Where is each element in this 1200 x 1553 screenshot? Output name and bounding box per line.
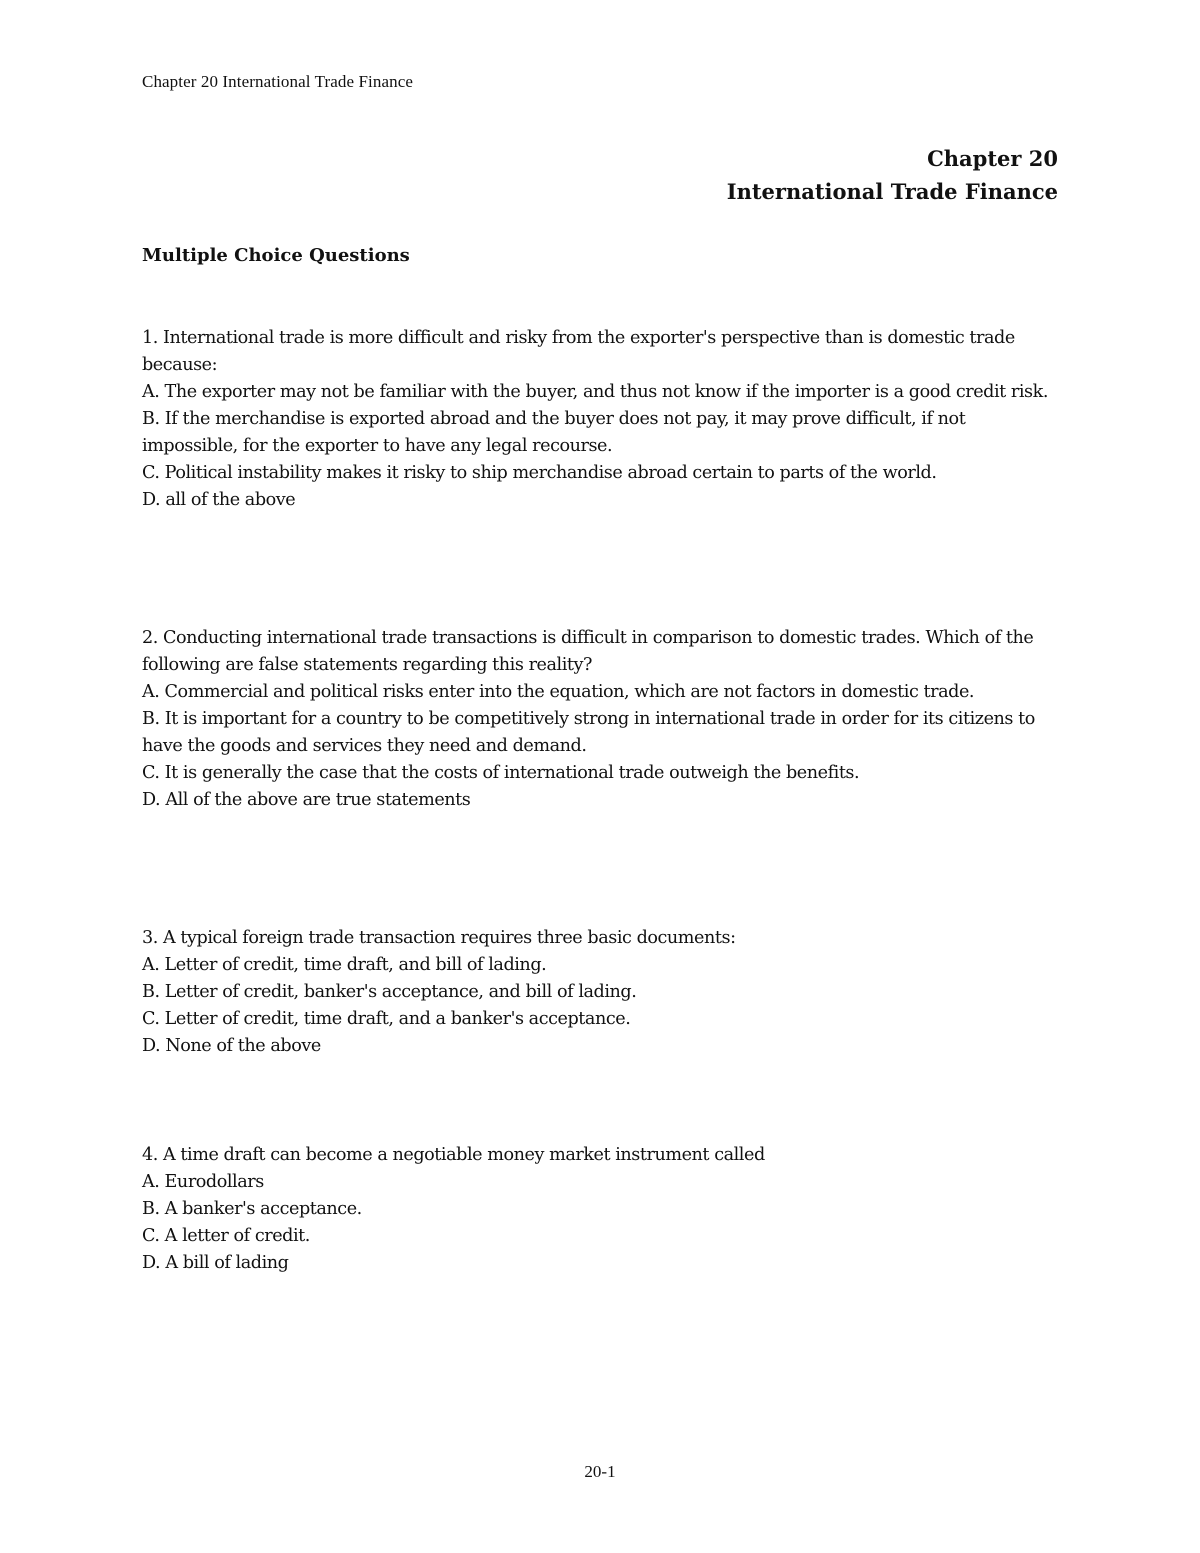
question-stem: 4. A time draft can become a negotiable money market instrument called [142,1145,765,1165]
question-stem: 1. International trade is more difficult and risky from the exporter's perspective than is domestic trade because: [142,328,1015,375]
question-1 [142,325,1062,625]
answer-option-c: C. It is generally the case that the costs of international trade outweigh the benefits. [142,763,860,783]
answer-option-c: C. Letter of credit, time draft, and a banker's acceptance. [142,1009,631,1029]
answer-option-a: A. Commercial and political risks enter into the equation, which are not factors in domestic trade. [142,682,975,702]
answer-option-b: B. It is important for a country to be competitively strong in international trade in order for its citizens to have the goods and services they need and demand. [142,709,1035,756]
section-heading: Multiple Choice Questions [142,245,410,266]
answer-option-b: B. If the merchandise is exported abroad and the buyer does not pay, it may prove difficult, if not impossible, for the exporter to have any legal recourse. [142,409,966,456]
chapter-title: International Trade Finance [726,179,1058,204]
answer-option-d: D. A bill of lading [142,1253,289,1273]
answer-option-d: D. All of the above are true statements [142,790,471,810]
running-header: Chapter 20 International Trade Finance [142,72,414,91]
question-4 [142,1142,1062,1277]
answer-option-d: D. all of the above [142,490,296,510]
chapter-number: Chapter 20 [927,146,1058,171]
question-2 [142,625,1062,925]
question-list [142,325,1062,1277]
answer-option-a: A. Letter of credit, time draft, and bill of lading. [142,955,547,975]
answer-option-b: B. A banker's acceptance. [142,1199,362,1219]
answer-option-a: A. The exporter may not be familiar with the buyer, and thus not know if the importer is a good credit risk. [142,382,1048,402]
question-3 [142,925,1062,1142]
answer-option-c: C. Political instability makes it risky to ship merchandise abroad certain to parts of the world. [142,463,937,483]
chapter-title-block [727,142,1058,208]
answer-option-b: B. Letter of credit, banker's acceptance, and bill of lading. [142,982,637,1002]
answer-option-d: D. None of the above [142,1036,321,1056]
page-number: 20-1 [584,1462,616,1481]
answer-option-c: C. A letter of credit. [142,1226,310,1246]
question-stem: 3. A typical foreign trade transaction requires three basic documents: [142,928,736,948]
answer-option-a: A. Eurodollars [142,1172,264,1192]
question-stem: 2. Conducting international trade transactions is difficult in comparison to domestic trades. Which of the following are false statements regarding this reality? [142,628,1034,675]
